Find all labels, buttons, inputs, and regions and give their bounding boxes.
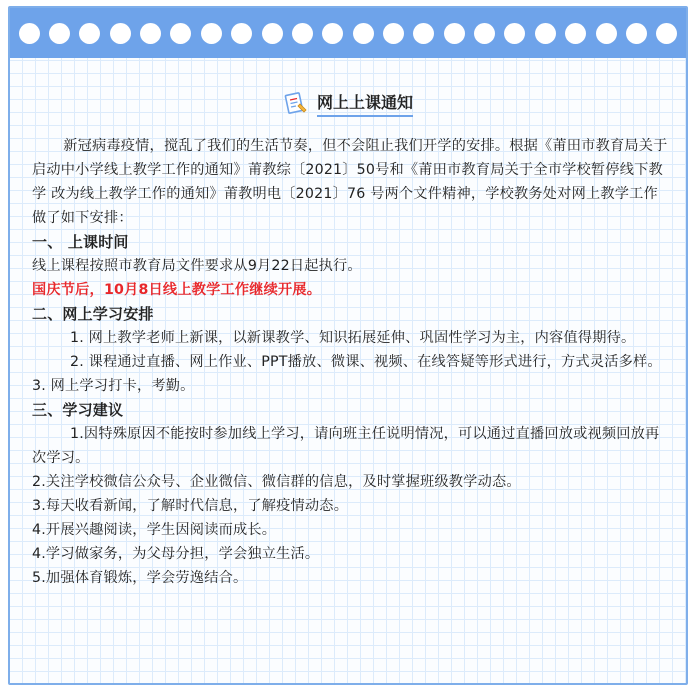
- suggestion-item: 2.关注学校微信公众号、企业微信、微信群的信息，及时掌握班级教学动态。: [32, 474, 521, 490]
- section-heading-arrangement: 二、网上学习安排: [32, 305, 154, 323]
- arrangement-item: 1. 网上教学老师上新课，以新课教学、知识拓展延伸、巩固性学习为主，内容值得期待。: [70, 330, 636, 346]
- binding-hole: [49, 23, 70, 44]
- binding-hole: [170, 23, 191, 44]
- binding-hole: [262, 23, 283, 44]
- binding-hole: [656, 23, 677, 44]
- binding-hole: [504, 23, 525, 44]
- binding-hole: [383, 23, 404, 44]
- suggestion-item: 5.加强体育锻炼，学会劳逸结合。: [32, 570, 248, 586]
- binding-hole: [626, 23, 647, 44]
- suggestion-item: 1.因特殊原因不能按时参加线上学习，请向班主任说明情况，可以通过直播回放或视频回放再次学习。: [32, 426, 660, 466]
- binding-hole: [353, 23, 374, 44]
- notice-body: [32, 134, 672, 590]
- title-row: [10, 90, 686, 117]
- suggestion-item: 4.学习做家务，为父母分担，学会独立生活。: [32, 546, 320, 562]
- binding-hole: [444, 23, 465, 44]
- document-pencil-icon: [283, 91, 309, 117]
- binding-hole: [535, 23, 556, 44]
- binding-hole: [596, 23, 617, 44]
- binding-hole: [140, 23, 161, 44]
- binding-hole: [474, 23, 495, 44]
- section-heading-schedule: 一、 上课时间: [32, 233, 129, 251]
- binding-hole: [201, 23, 222, 44]
- suggestion-item: 3.每天收看新闻，了解时代信息，了解疫情动态。: [32, 498, 349, 514]
- schedule-highlight: 国庆节后，10月8日线上教学工作继续开展。: [32, 282, 322, 298]
- notice-title: 网上上课通知: [317, 90, 413, 117]
- binding-hole: [565, 23, 586, 44]
- notice-card: [8, 6, 688, 685]
- binding-hole: [292, 23, 313, 44]
- binding-hole: [19, 23, 40, 44]
- intro-paragraph: 新冠病毒疫情，搅乱了我们的生活节奏，但不会阻止我们开学的安排。根据《莆田市教育局关于启动中小学线上教学工作的通知》莆教综〔2021〕50号和《莆田市教育局关于全市学校暂停线下教学 改为线上教学工作的通知》莆教明电〔2021〕76 号两个文件精神，学校教务处对网上教学工作做了如下安排：: [32, 138, 668, 226]
- binding-hole: [322, 23, 343, 44]
- section-heading-suggestions: 三、学习建议: [32, 401, 124, 419]
- binding-hole: [110, 23, 131, 44]
- schedule-line: 线上课程按照市教育局文件要求从9月22日起执行。: [32, 258, 362, 274]
- binding-hole: [79, 23, 100, 44]
- binding-hole: [231, 23, 252, 44]
- arrangement-item: 2. 课程通过直播、网上作业、PPT播放、微课、视频、在线答疑等形式进行，方式灵活多样。: [70, 354, 662, 370]
- suggestion-item: 4.开展兴趣阅读，学生因阅读而成长。: [32, 522, 277, 538]
- arrangement-item: 3. 网上学习打卡，考勤。: [32, 378, 195, 394]
- binding-hole: [413, 23, 434, 44]
- notebook-binding-strip: [10, 8, 686, 58]
